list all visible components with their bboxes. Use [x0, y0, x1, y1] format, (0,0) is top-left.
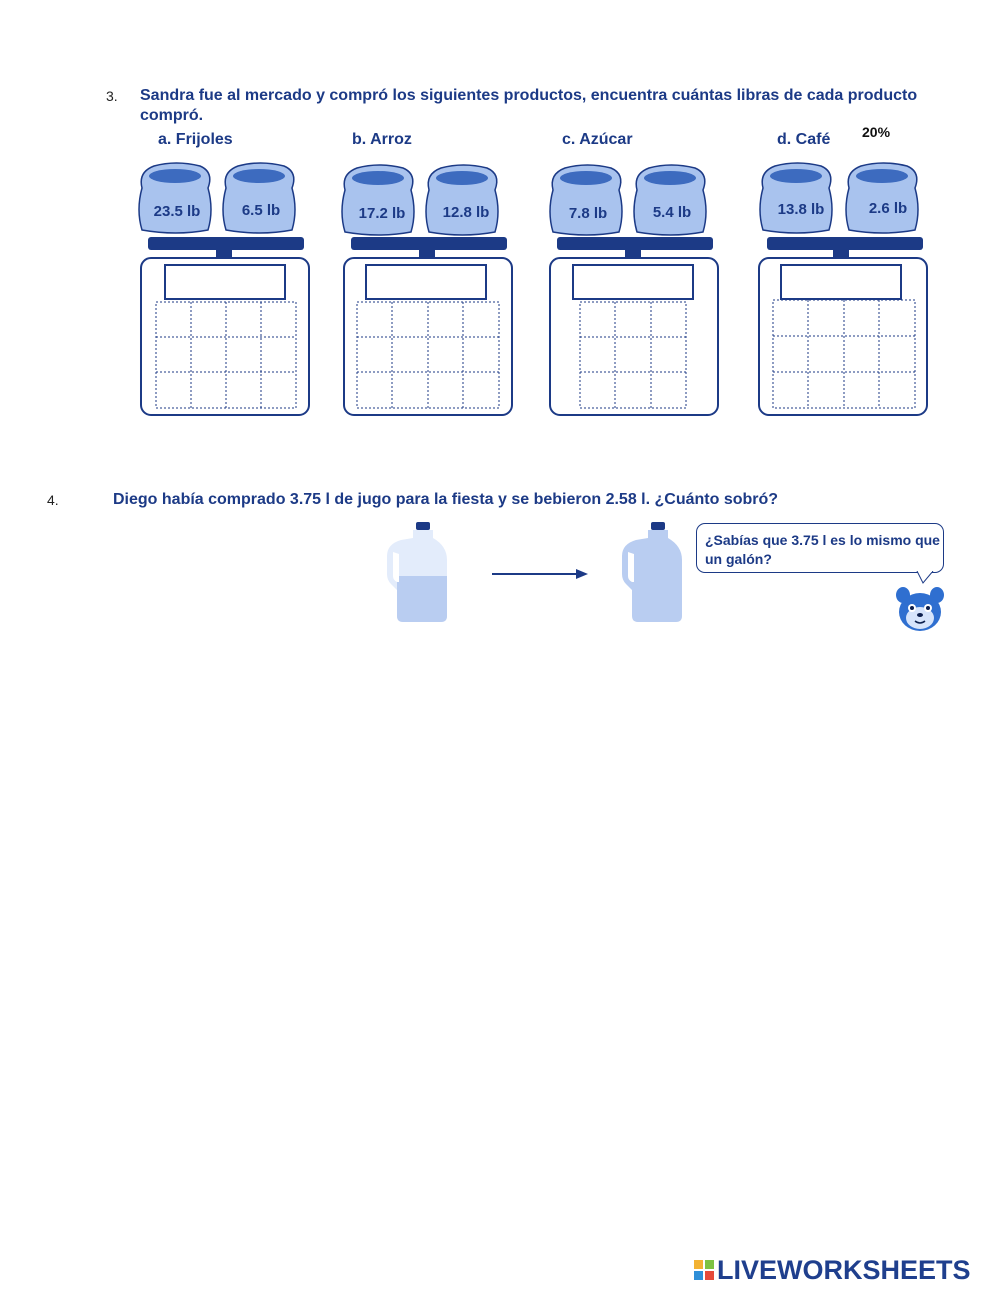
bag-weight-2: 6.5 lb	[241, 202, 281, 219]
question-3-text	[140, 86, 930, 126]
juice-jug-after-icon	[620, 520, 686, 626]
scale-azucar	[545, 160, 725, 422]
product-label-cafe: d. Café	[777, 131, 831, 148]
arrow-right-icon	[490, 566, 590, 582]
answer-display-cafe[interactable]	[780, 264, 902, 300]
product-label-arroz: b. Arroz	[352, 131, 412, 148]
liveworksheets-logo	[694, 1255, 971, 1285]
question-3-number: 3.	[106, 88, 118, 104]
juice-jug-full-icon	[385, 520, 451, 626]
question-3-line2: compró.	[140, 107, 204, 124]
bag-weight-1: 23.5 lb	[153, 203, 201, 220]
question-4-number: 4.	[47, 492, 59, 508]
answer-display-arroz[interactable]	[365, 264, 487, 300]
bag-weight-2: 2.6 lb	[868, 200, 908, 217]
product-label-frijoles: a. Frijoles	[158, 131, 233, 148]
scale-frijoles	[134, 160, 314, 422]
scale-cafe	[755, 160, 935, 422]
scale-arroz	[337, 160, 517, 422]
bag-weight-1: 17.2 lb	[358, 205, 406, 222]
speech-bubble: ¿Sabías que 3.75 l es lo mismo que un galón?	[696, 523, 944, 573]
logo-cubes-icon	[694, 1260, 714, 1280]
bag-weight-1: 13.8 lb	[777, 201, 825, 218]
bag-weight-2: 12.8 lb	[442, 204, 490, 221]
answer-display-frijoles[interactable]	[164, 264, 286, 300]
speech-bubble-tail	[915, 571, 935, 585]
answer-display-azucar[interactable]	[572, 264, 694, 300]
question-3-line1: Sandra fue al mercado y compró los siguientes productos, encuentra cuántas libras de cada producto	[140, 87, 918, 104]
bag-weight-1: 7.8 lb	[568, 205, 608, 222]
product-label-azucar: c. Azúcar	[562, 131, 633, 148]
percent-label: 20%	[862, 124, 891, 140]
question-4-text: Diego había comprado 3.75 l de jugo para la fiesta y se bebieron 2.58 l. ¿Cuánto sobró?	[113, 491, 779, 508]
mascot-icon	[893, 585, 947, 635]
logo-text: LIVEWORKSHEETS	[717, 1254, 971, 1285]
bag-weight-2: 5.4 lb	[652, 204, 692, 221]
